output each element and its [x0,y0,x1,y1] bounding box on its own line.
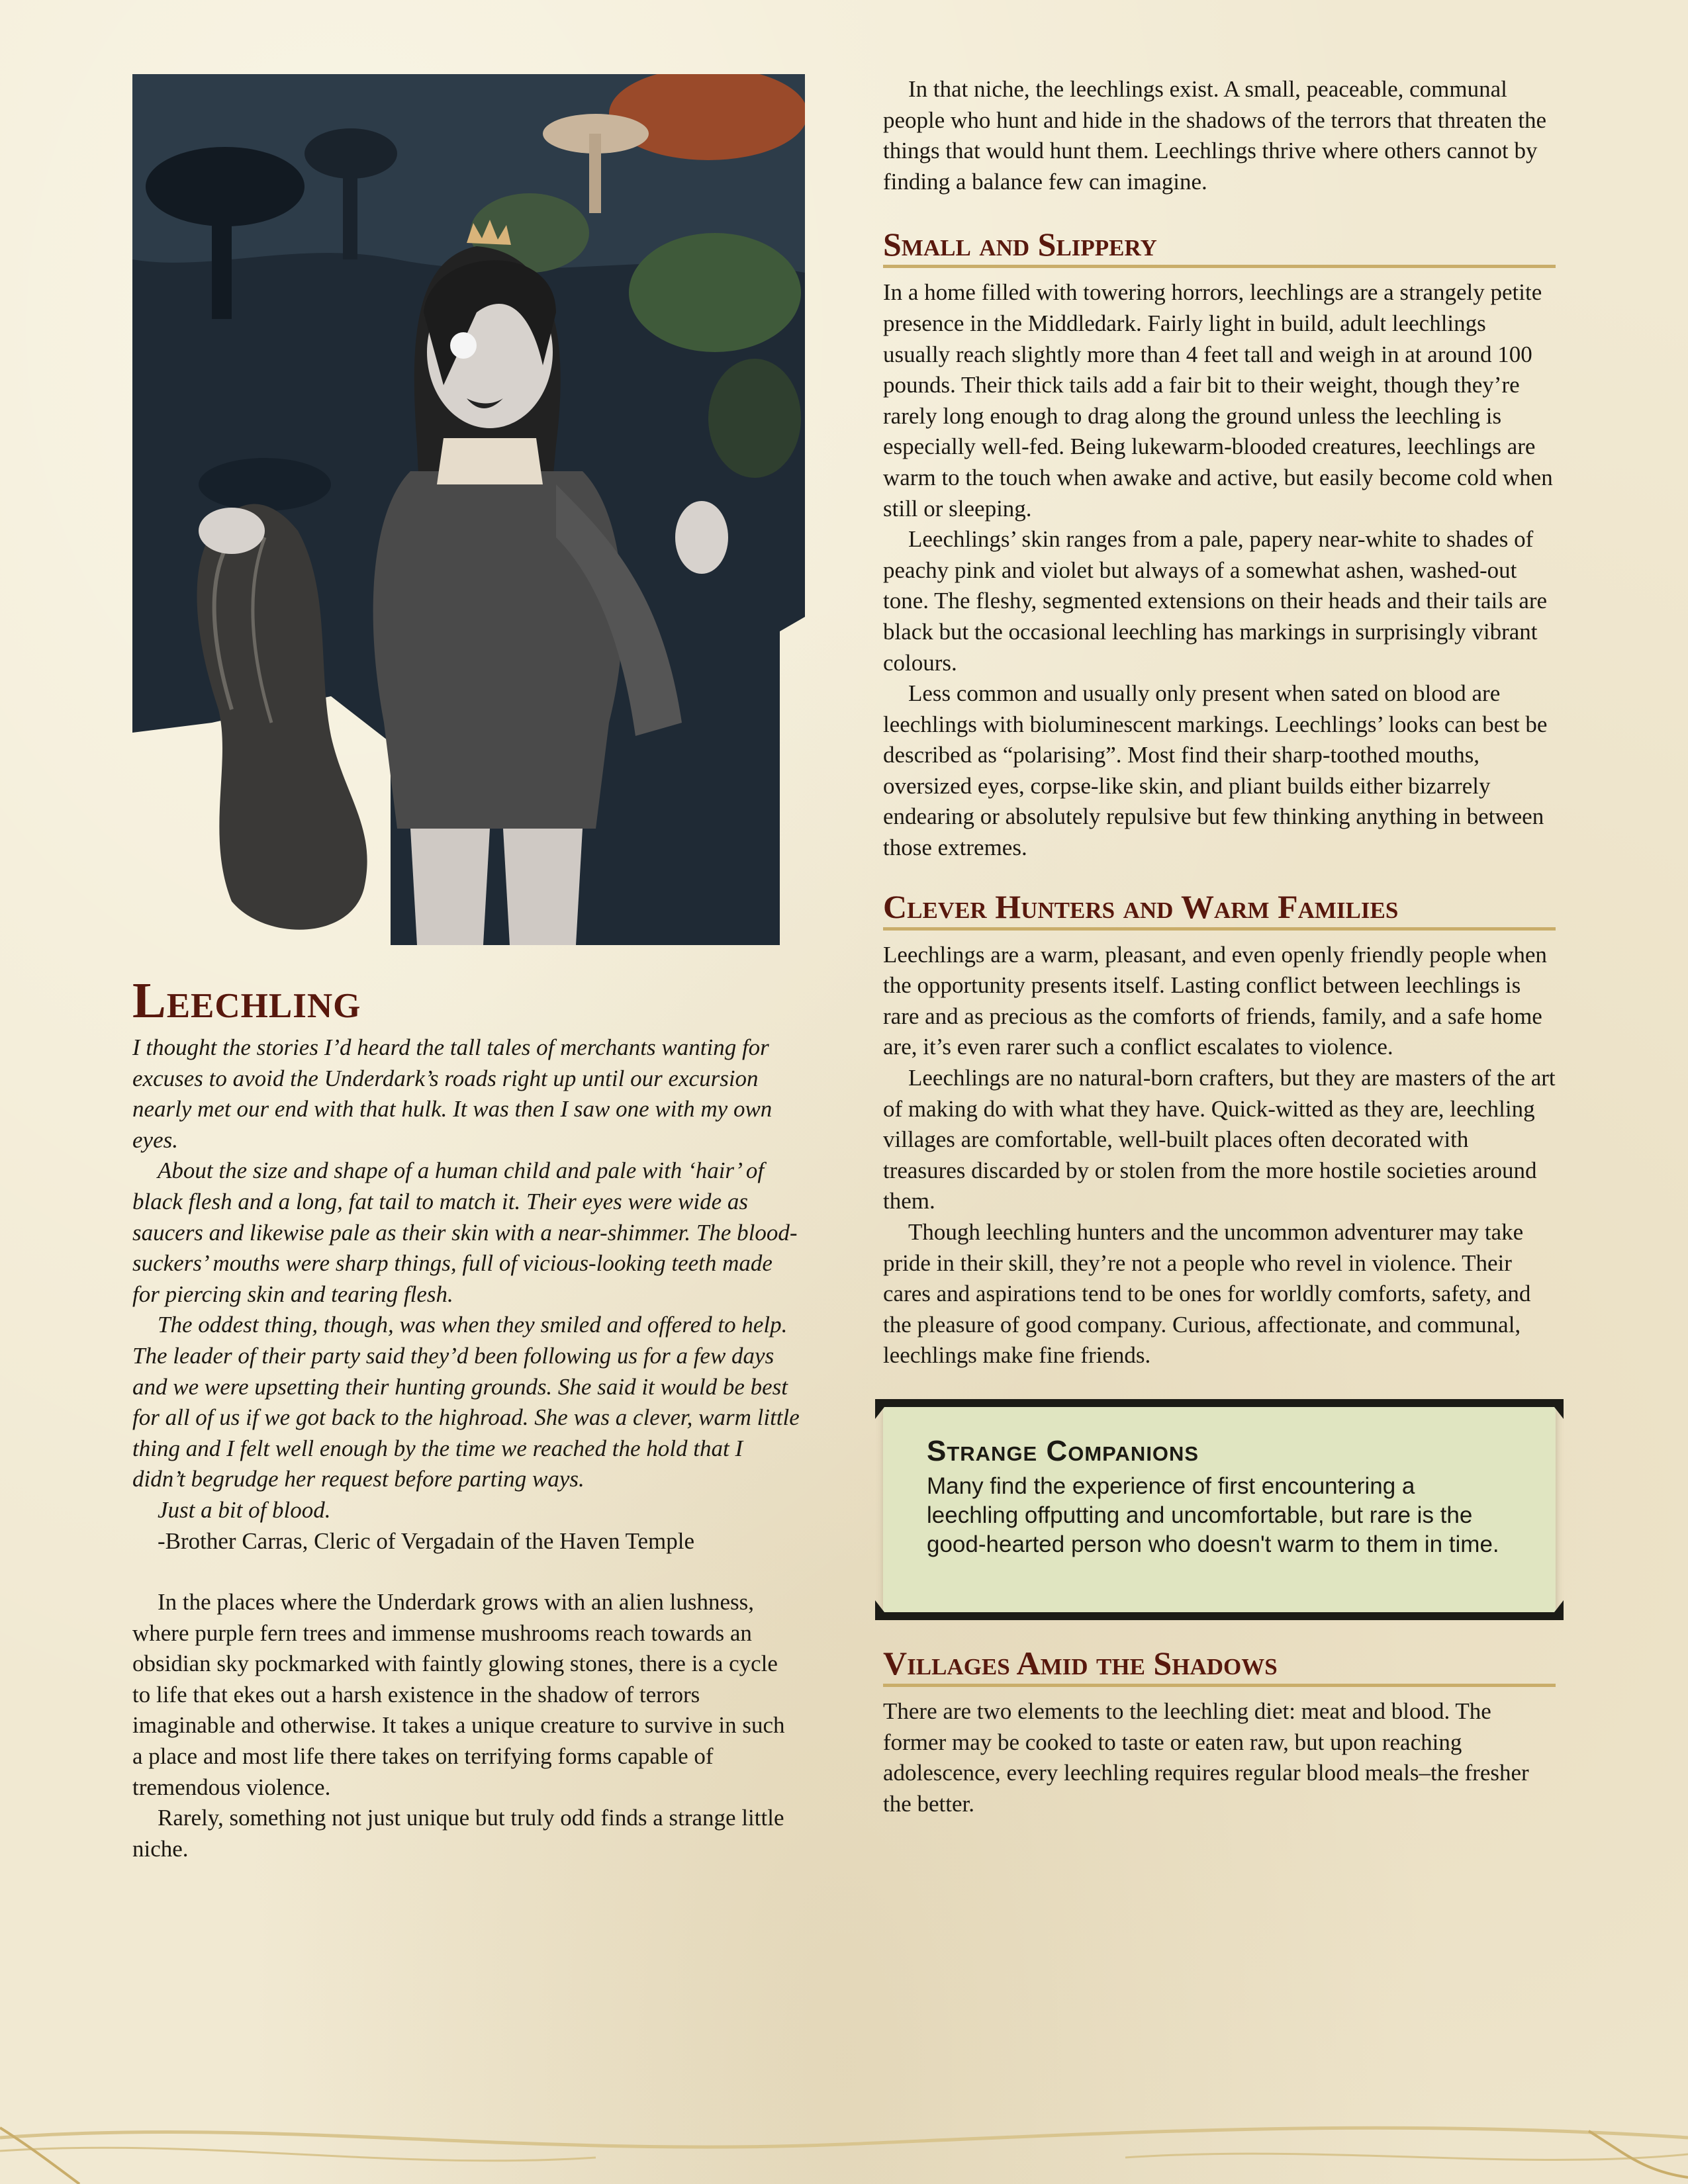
left-column [132,74,800,1864]
body-paragraph: In a home filled with towering horrors, leechlings are a strangely petite presence in the Middledark. Fairly light in build, adult leechlings usually reach slightly more than 4 feet tall and weigh in at around 100 pounds. Their thick tails add a fair bit to their weight, though they’re rarely long enough to drag along the ground unless the leechling is especially well-fed. Being lukewarm-blooded creatures, leechlings are warm to the touch when awake and active, but easily become cold when still or sleeping. [883,279,1553,522]
note-top-bar [875,1399,1564,1407]
flavor-quote [132,1032,800,1526]
section-heading-villages: Villages Amid the Shadows [883,1644,1556,1687]
body-paragraph: Leechlings are no natural-born crafters, but they are masters of the art of making do with what they have. Quick-witted as they are, leechling villages are comfortable, well-built places often decorated with treasures discarded by or stolen from the more hostile societies around them. [883,1065,1556,1214]
leechling-illustration [132,74,805,945]
quote-paragraph: I thought the stories I’d heard the tall tales of merchants wanting for excuses to avoid the Underdark’s roads right up until our excursion nearly met our end with that hulk. It was then I saw one with my own eyes. [132,1034,773,1153]
quote-paragraph: Just a bit of blood. [158,1496,331,1523]
body-paragraph: Leechlings’ skin ranges from a pale, papery near-white to shades of peachy pink and violet but always of a somewhat ashen, washed-out tone. The fleshy, segmented extensions on their heads and their tails are black but the occasional leechling has markings in surprisingly vibrant colours. [883,526,1548,676]
intro-paragraph: Rarely, something not just unique but truly odd finds a strange little niche. [132,1805,784,1862]
body-paragraph: There are two elements to the leechling diet: meat and blood. The former may be cooked to taste or eaten raw, but upon reaching adolescence, every leechling requires regular blood meals–the fresher the better. [883,1698,1529,1817]
section-heading-small-and-slippery: Small and Slippery [883,225,1556,268]
leechling-art [132,74,805,945]
note-bottom-bar [875,1612,1564,1620]
right-column [883,74,1556,1819]
body-paragraph: Leechlings are a warm, pleasant, and even openly friendly people when the opportunity presents itself. Lasting conflict between leechlings is rare and as precious as the comforts of friends, family, and a safe home are, it’s even rarer such a conflict escalates to violence. [883,941,1547,1060]
note-text: Many find the experience of first encountering a leechling offputting and uncomfortable, but rare is the good-hearted person who doesn't warm to them in time. [927,1473,1499,1557]
note-heading: Strange Companions [927,1434,1199,1467]
quote-paragraph: About the size and shape of a human child and pale with ‘hair’ of black flesh and a long, fat tail to match it. Their eyes were wide as saucers and likewise pale as their skin with a near-shimmer. The blood-suckers’ mouths were sharp things, full of vicious-looking teeth made for piercing skin and tearing flesh. [132,1158,798,1307]
quote-paragraph: The oddest thing, though, was when they smiled and offered to help. The leader of their party said they’d been following us for a few days and we were upsetting their hunting grounds. She said it would be best for all of us if we got back to the highroad. She was a clever, warm little thing and I felt well enough by the time we reached the hold that I didn’t begrudge her request before parting ways. [132,1312,800,1492]
body-paragraph: Less common and usually only present when sated on blood are leechlings with bioluminescent markings. Leechlings’ looks can best be described as “polarising”. Most find their sharp-toothed mouths, oversized eyes, corpse-like skin, and pliant builds either bizarrely endearing or absolutely repulsive but few thinking anything in between those extremes. [883,680,1548,861]
body-paragraph: Though leechling hunters and the uncommon adventurer may take pride in their skill, they’re not a people who revel in violence. Their cares and aspirations tend to be ones for worldly comforts, safety, and the pleasure of good company. Curious, affectionate, and communal, leechlings make fine friends. [883,1219,1531,1369]
intro-paragraph: In the places where the Underdark grows with an alien lushness, where purple fern trees and immense mushrooms reach towards an obsidian sky pockmarked with faintly glowing stones, there is a cycle to life that ekes out a harsh existence in the shadow of terrors imaginable and otherwise. It takes a unique creature to survive in such a place and most life there takes on terrifying forms capable of tremendous violence. [132,1589,785,1800]
footer-ornament [0,2091,1688,2184]
niche-paragraph: In that niche, the leechlings exist. A small, peaceable, communal people who hunt and hide in the shadows of the terrors that threaten the things that would hunt them. Leechlings thrive where others cannot by finding a balance few can imagine. [883,76,1547,195]
page-title: Leechling [132,973,361,1028]
note-box-strange-companions [883,1407,1556,1612]
section-heading-clever-hunters: Clever Hunters and Warm Families [883,887,1556,931]
quote-attribution: -Brother Carras, Cleric of Vergadain of the Haven Temple [158,1527,695,1554]
